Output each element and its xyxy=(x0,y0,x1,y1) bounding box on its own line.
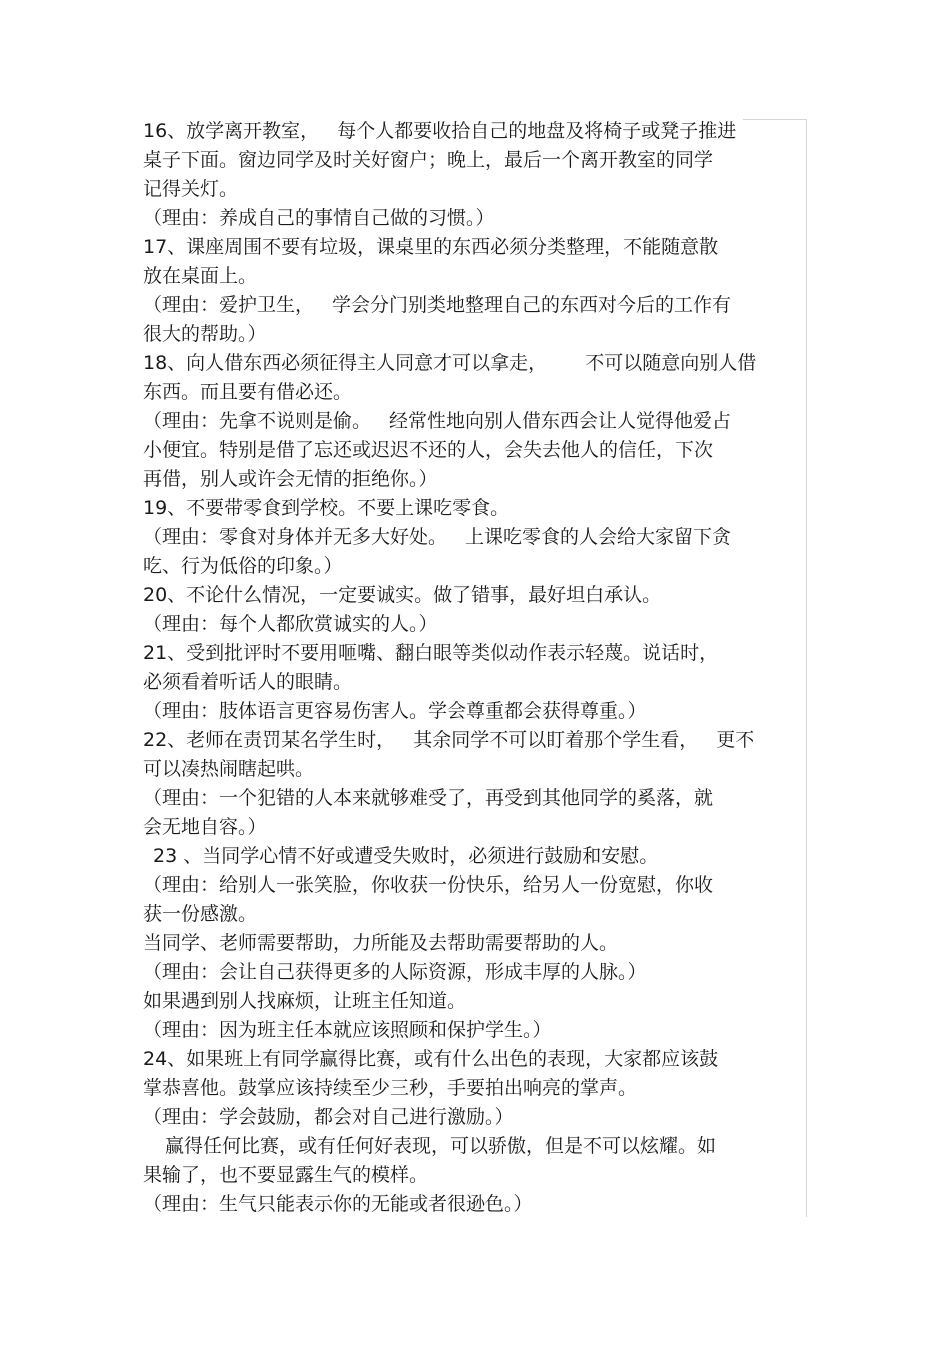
text-line: 17、课座周围不要有垃圾，课桌里的东西必须分类整理，不能随意散 xyxy=(143,236,719,258)
text-line: （理由：生气只能表示你的无能或者很逊色。） xyxy=(143,1193,533,1215)
text-line: 小便宜。特别是借了忘还或迟迟不还的人，会失去他人的信任，下次 xyxy=(143,439,714,461)
text-line: 19、不要带零食到学校。不要上课吃零食。 xyxy=(143,497,510,519)
text-line: 放在桌面上。 xyxy=(143,265,258,287)
text-line: 18、向人借东西必须征得主人同意才可以拿走， 不可以随意向别人借 xyxy=(143,352,757,374)
text-line: 23 、当同学心情不好或遭受失败时，必须进行鼓励和安慰。 xyxy=(153,845,659,867)
text-line: （理由：会让自己获得更多的人际资源，形成丰厚的人脉。） xyxy=(143,961,647,983)
text-line: 桌子下面。窗边同学及时关好窗户；晚上，最后一个离开教室的同学 xyxy=(143,149,714,171)
text-line: 当同学、老师需要帮助，力所能及去帮助需要帮助的人。 xyxy=(143,932,619,954)
text-line: （理由：学会鼓励，都会对自己进行激励。） xyxy=(143,1106,514,1128)
text-line: 记得关灯。 xyxy=(143,178,239,200)
text-line: 21、受到批评时不要用咂嘴、翻白眼等类似动作表示轻蔑。说话时， xyxy=(143,642,719,664)
text-line: 果输了，也不要显露生气的模样。 xyxy=(143,1164,429,1186)
text-line: 24、如果班上有同学赢得比赛，或有什么出色的表现，大家都应该鼓 xyxy=(143,1048,719,1070)
text-line: 获一份感激。 xyxy=(143,903,258,925)
text-line: 22、老师在责罚某名学生时， 其余同学不可以盯着那个学生看， 更不 xyxy=(143,729,755,751)
text-line: （理由：零食对身体并无多大好处。 上课吃零食的人会给大家留下贪 xyxy=(143,526,732,548)
text-line: （理由：一个犯错的人本来就够难受了，再受到其他同学的奚落，就 xyxy=(143,787,714,809)
document-body xyxy=(143,117,808,1219)
text-line: 如果遇到别人找麻烦，让班主任知道。 xyxy=(143,990,467,1012)
text-line: （理由：先拿不说则是偷。 经常性地向别人借东西会让人觉得他爱占 xyxy=(143,410,732,432)
text-line: 20、不论什么情况，一定要诚实。做了错事，最好坦白承认。 xyxy=(143,584,662,606)
text-line: （理由：因为班主任本就应该照顾和保护学生。） xyxy=(143,1019,552,1041)
text-line: 很大的帮助。） xyxy=(143,323,267,345)
text-line: 必须看着听话人的眼睛。 xyxy=(143,671,353,693)
text-line: 掌恭喜他。鼓掌应该持续至少三秒，手要拍出响亮的掌声。 xyxy=(143,1077,638,1099)
text-line: 吃、行为低俗的印象。） xyxy=(143,555,343,577)
text-line: 会无地自容。） xyxy=(143,816,267,838)
text-line: （理由：肢体语言更容易伤害人。学会尊重都会获得尊重。） xyxy=(143,700,647,722)
text-line: 可以凑热闹瞎起哄。 xyxy=(143,758,315,780)
text-line: （理由：爱护卫生， 学会分门别类地整理自己的东西对今后的工作有 xyxy=(143,294,732,316)
text-line: 再借，别人或许会无情的拒绝你。） xyxy=(143,468,438,490)
text-line: （理由：养成自己的事情自己做的习惯。） xyxy=(143,207,495,229)
text-line: 东西。而且要有借必还。 xyxy=(143,381,353,403)
text-line: （理由：给别人一张笑脸，你收获一份快乐，给另人一份宽慰，你收 xyxy=(143,874,714,896)
text-line: 赢得任何比赛，或有任何好表现，可以骄傲，但是不可以炫耀。如 xyxy=(165,1135,717,1157)
text-line: 16、放学离开教室， 每个人都要收拾自己的地盘及将椅子或凳子推进 xyxy=(143,120,737,142)
text-line: （理由：每个人都欣赏诚实的人。） xyxy=(143,613,438,635)
